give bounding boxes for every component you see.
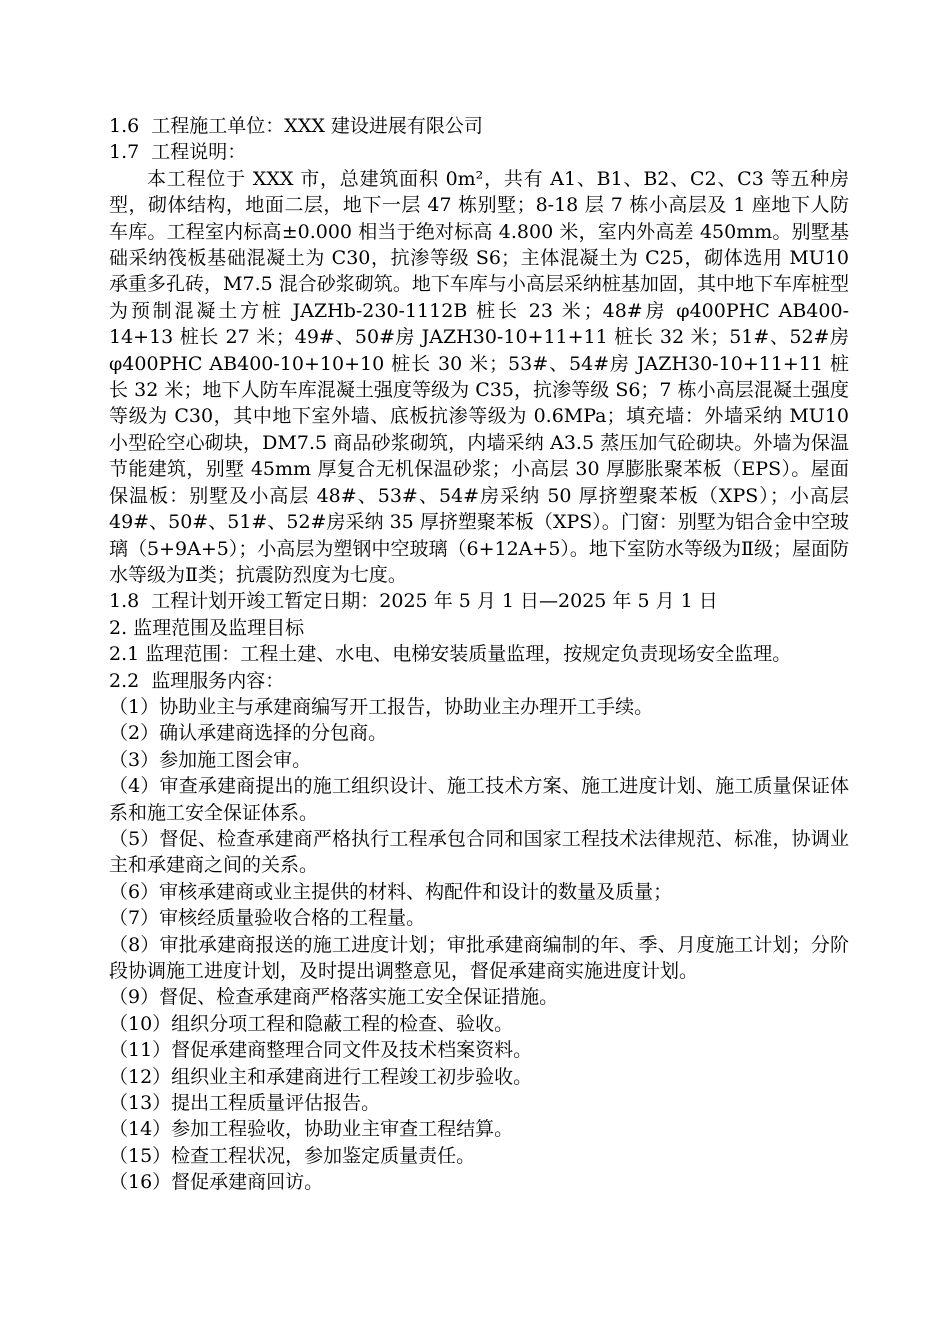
- service-item: （15）检查工程状况，参加鉴定质量责任。: [109, 1144, 476, 1167]
- service-item: （5）督促、检查承建商严格执行工程承包合同和国家工程技术法律规范、标准，协调业主和承建商之间的关系。: [109, 827, 849, 877]
- document-page: [109, 113, 849, 1196]
- service-item: （11）督促承建商整理合同文件及技术档案资料。: [109, 1039, 533, 1062]
- service-item: （2）确认承建商选择的分包商。: [109, 722, 388, 745]
- service-item: （9）督促、检查承建商严格落实施工安全保证措施。: [109, 986, 559, 1009]
- service-item: （8）审批承建商报送的施工进度计划；审批承建商编制的年、季、月度施工计划；分阶段协调施工进度计划，及时提出调整意见，督促承建商实施进度计划。: [109, 933, 849, 982]
- section-1-8: 1.8 工程计划开竣工暂定日期：2025 年 5 月 1 日—2025 年 5 月 1 日: [109, 590, 718, 613]
- service-item: （7）审核经质量验收合格的工程量。: [109, 907, 426, 930]
- section-1-7-heading: 1.7 工程说明：: [109, 141, 247, 164]
- service-item: （10）组织分项工程和隐蔽工程的检查、验收。: [109, 1012, 514, 1035]
- service-item: （14）参加工程验收，协助业主审查工程结算。: [109, 1118, 514, 1141]
- service-item: （16）督促承建商回访。: [109, 1171, 324, 1194]
- section-2-1: 2.1 监理范围：工程土建、水电、电梯安装质量监理，按规定负责现场安全监理。: [109, 643, 792, 666]
- service-item: （1）协助业主与承建商编写开工报告，协助业主办理开工手续。: [109, 695, 654, 718]
- project-description: 本工程位于 XXX 市，总建筑面积 0m²，共有 A1、B1、B2、C2、C3 等五种房型，砌体结构，地面二层，地下一层 47 栋别墅；8-18 层 7 栋小高层及 1 座地下人防车库。工程室内标高±0.000 相当于绝对标高 4.800 米，室内外高差 450mm。别墅基础采纳筏板基础混凝土为 C30，抗渗等级 S6；主体混凝土为 C25，砌体选用 MU10 承重多孔砖，M7.5 混合砂浆砌筑。地下车库与小高层采纳桩基加固，其中地下车库桩型为预制混凝土方桩 JAZHb-230-1112B 桩长 23 米；48#房 φ400PHC AB400-14+13 桩长 27 米；49#、50#房 JAZH30-10+11+11 桩长 32 米；51#、52#房 φ400PHC AB400-10+10+10 桩长 30 米；53#、54#房 JAZH30-10+11+11 桩长 32 米；地下人防车库混凝土强度等级为 C35，抗渗等级 S6；7 栋小高层混凝土强度等级为 C30，其中地下室外墙、底板抗渗等级为 0.6MPa；填充墙：外墙采纳 MU10 小型砼空心砌块，DM7.5 商品砂浆砌筑，内墙采纳 A3.5 蒸压加气砼砌块。外墙为保温节能建筑，别墅 45mm 厚复合无机保温砂浆；小高层 30 厚膨胀聚苯板（EPS）。屋面保温板：别墅及小高层 48#、53#、54#房采纳 50 厚挤塑聚苯板（XPS）；小高层 49#、50#、51#、52#房采纳 35 厚挤塑聚苯板（XPS）。门窗：别墅为铝合金中空玻璃（5+9A+5）；小高层为塑钢中空玻璃（6+12A+5）。地下室防水等级为Ⅱ级；屋面防水等级为Ⅱ类；抗震防烈度为七度。: [109, 167, 849, 586]
- service-item: （6）审核承建商或业主提供的材料、构配件和设计的数量及质量；: [109, 880, 673, 903]
- service-item: （4）审查承建商提出的施工组织设计、施工技术方案、施工进度计划、施工质量保证体系和施工安全保证体系。: [109, 775, 849, 824]
- section-1-6: 1.6 工程施工单位：XXX 建设进展有限公司: [109, 115, 483, 137]
- section-2-heading: 2. 监理范围及监理目标: [109, 616, 305, 639]
- service-item: （3）参加施工图会审。: [109, 748, 312, 771]
- service-item: （12）组织业主和承建商进行工程竣工初步验收。: [109, 1065, 533, 1088]
- service-item: （13）提出工程质量评估报告。: [109, 1092, 381, 1115]
- section-2-2-heading: 2.2 监理服务内容：: [109, 669, 285, 692]
